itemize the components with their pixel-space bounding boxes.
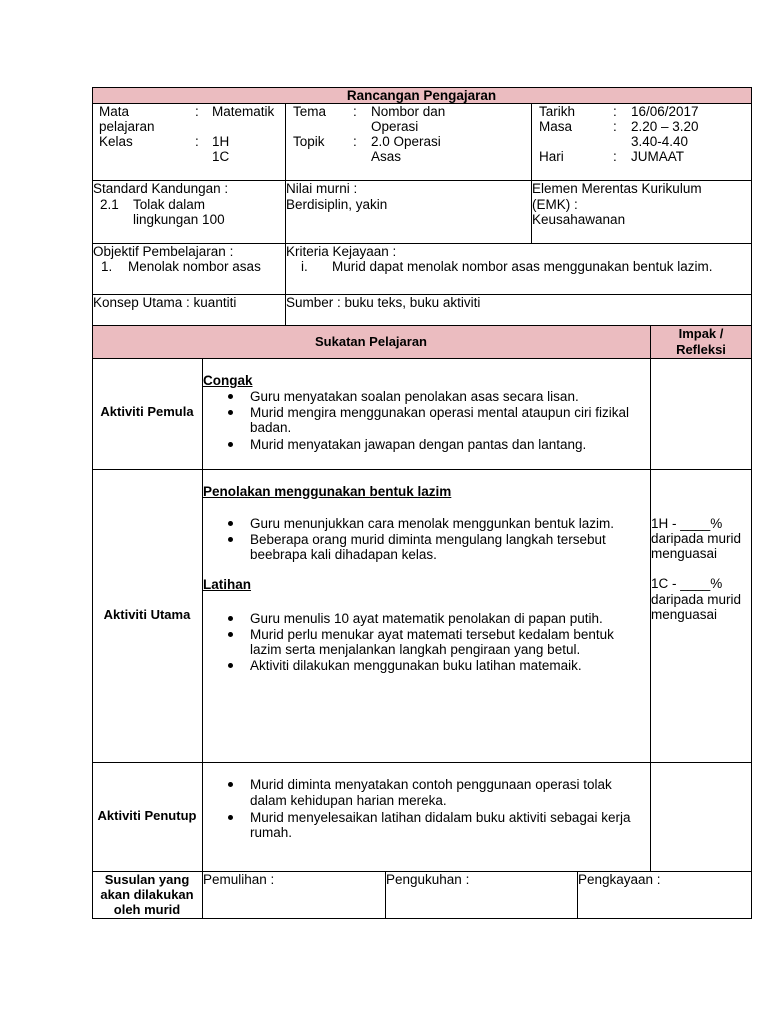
colon: : <box>195 134 199 149</box>
colon: : <box>353 104 357 119</box>
utama-heading1: Penolakan menggunakan bentuk lazim <box>203 484 452 499</box>
pemula-b2a: Murid mengira menggunakan operasi mental ataupun ciri fizikal <box>250 405 629 420</box>
standard-label: Standard Kandungan : <box>93 181 229 196</box>
mata-label-2: pelajaran <box>99 119 155 134</box>
utama-b4a: Murid perlu menukar ayat matemati tersebut kedalam bentuk <box>250 627 614 642</box>
masa-value-2: 3.40-4.40 <box>631 134 689 149</box>
impak-header-2: Refleksi <box>676 342 726 357</box>
objektif-label: Objektif Pembelajaran : <box>93 244 234 259</box>
impak-1c-a: 1C - ____% <box>651 576 723 591</box>
mata-label: Mata <box>99 104 130 119</box>
utama-b2a: Beberapa orang murid diminta mengulang langkah tersebut <box>250 532 606 547</box>
masa-value-1: 2.20 – 3.20 <box>631 119 699 134</box>
penutup-b2b: rumah. <box>250 825 293 840</box>
penutup-label: Aktiviti Penutup <box>97 808 197 823</box>
topik-value-2: Asas <box>371 149 402 164</box>
standard-line2: lingkungan 100 <box>133 212 225 227</box>
kelas-label: Kelas <box>99 134 133 149</box>
penutup-b1a: Murid diminta menyatakan contoh penggunaan operasi tolak <box>250 777 612 792</box>
pemula-b1: Guru menyatakan soalan penolakan asas secara lisan. <box>250 389 579 404</box>
bullet-icon <box>228 632 233 637</box>
susulan-label-2: akan dilakukan <box>100 887 194 902</box>
bullet-icon <box>228 663 233 668</box>
colon: : <box>613 119 617 134</box>
tema-label: Tema <box>293 104 327 119</box>
tema-value-2: Operasi <box>371 119 419 134</box>
konsep-text: Konsep Utama : kuantiti <box>93 295 237 310</box>
emk-line1: Elemen Merentas Kurikulum <box>532 181 702 196</box>
impak-1h-b: daripada murid <box>651 531 742 546</box>
impak-1h-a: 1H - ____% <box>651 516 723 531</box>
impak-1h-c: menguasai <box>651 546 718 561</box>
sukatan-header: Sukatan Pelajaran <box>315 334 427 349</box>
nilai-value: Berdisiplin, yakin <box>286 197 388 212</box>
utama-heading2: Latihan <box>203 577 252 592</box>
utama-b2b: beebrapa kali dihadapan kelas. <box>250 547 437 562</box>
topik-label: Topik <box>293 134 325 149</box>
pemula-heading: Congak <box>203 373 253 388</box>
impak-1c-c: menguasai <box>651 607 718 622</box>
tarikh-value: 16/06/2017 <box>631 104 699 119</box>
mata-value: Matematik <box>212 104 275 119</box>
colon: : <box>613 149 617 164</box>
pemula-label: Aktiviti Pemula <box>100 404 194 419</box>
utama-b4b: lazim serta menjalankan langkah pengiraan yang betul. <box>250 642 581 657</box>
sumber-text: Sumber : buku teks, buku aktiviti <box>286 295 481 310</box>
nilai-label: Nilai murni : <box>286 181 358 196</box>
penutup-b2a: Murid menyelesaikan latihan didalam buku aktiviti sebagai kerja <box>250 810 631 825</box>
topik-value-1: 2.0 Operasi <box>371 134 441 149</box>
masa-label: Masa <box>539 119 573 134</box>
bullet-icon <box>228 815 233 820</box>
colon: : <box>195 104 199 119</box>
kelas-value-2: 1C <box>212 149 230 164</box>
pemula-b2b: badan. <box>250 420 292 435</box>
pemulihan-field: Pemulihan : <box>203 872 275 887</box>
susulan-label-1: Susulan yang <box>104 872 190 887</box>
pengkayaan-field: Pengkayaan : <box>578 872 661 887</box>
bullet-icon <box>228 442 233 447</box>
utama-label: Aktiviti Utama <box>103 607 191 622</box>
impak-header-1: Impak / <box>678 326 724 341</box>
bullet-icon <box>228 616 233 621</box>
colon: : <box>353 134 357 149</box>
impak-1c-b: daripada murid <box>651 592 742 607</box>
pemula-b3: Murid menyatakan jawapan dengan pantas dan lantang. <box>250 437 587 452</box>
bullet-icon <box>228 537 233 542</box>
tarikh-label: Tarikh <box>539 104 576 119</box>
bullet-icon <box>228 410 233 415</box>
tema-value-1: Nombor dan <box>371 104 446 119</box>
objektif-value: Menolak nombor asas <box>128 259 261 274</box>
colon: : <box>613 104 617 119</box>
bullet-icon <box>228 782 233 787</box>
standard-line1: Tolak dalam <box>133 197 206 212</box>
bullet-icon <box>228 521 233 526</box>
penutup-b1b: dalam kehidupan harian mereka. <box>250 793 447 808</box>
standard-num: 2.1 <box>100 197 119 212</box>
susulan-label-3: oleh murid <box>113 902 181 917</box>
utama-b3: Guru menulis 10 ayat matematik penolakan di papan putih. <box>250 611 603 626</box>
page-title: Rancangan Pengajaran <box>346 88 497 103</box>
kriteria-value: Murid dapat menolak nombor asas menggunakan bentuk lazim. <box>332 259 713 274</box>
kriteria-num: i. <box>301 259 308 274</box>
bullet-icon <box>228 394 233 399</box>
utama-b5: Aktiviti dilakukan menggunakan buku latihan matemaik. <box>250 658 582 673</box>
kelas-value-1: 1H <box>212 134 230 149</box>
hari-label: Hari <box>539 149 564 164</box>
utama-b1: Guru menunjukkan cara menolak menggunkan bentuk lazim. <box>250 516 614 531</box>
hari-value: JUMAAT <box>631 149 684 164</box>
emk-value: Keusahawanan <box>532 212 626 227</box>
emk-line2: (EMK) : <box>532 197 578 212</box>
pengukuhan-field: Pengukuhan : <box>386 872 470 887</box>
kriteria-label: Kriteria Kejayaan : <box>286 244 397 259</box>
objektif-num: 1. <box>101 259 113 274</box>
